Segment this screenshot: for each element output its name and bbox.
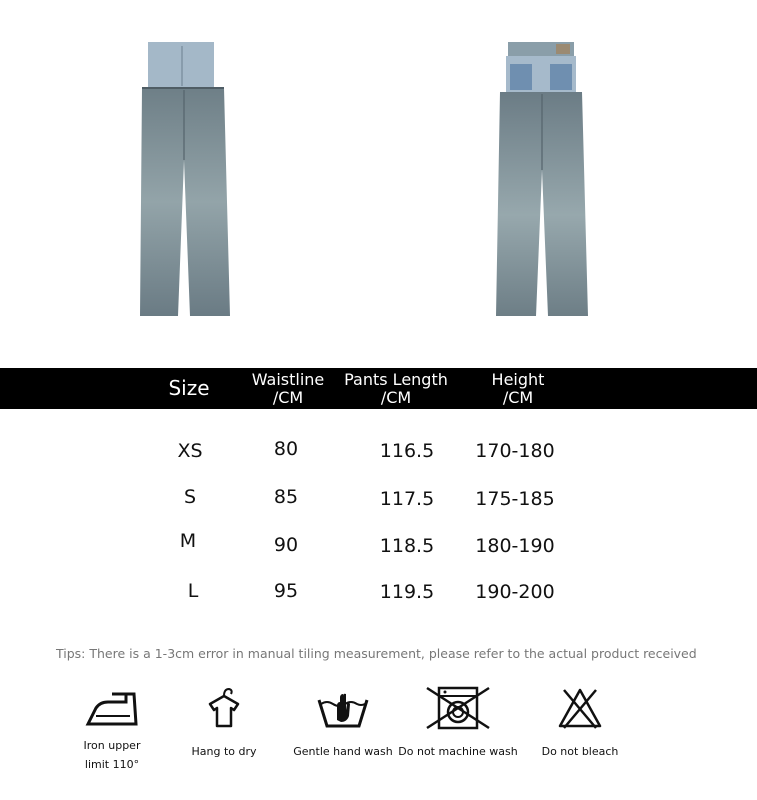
waist-cell: 95 [273,580,299,602]
header-waistline: Waistline /CM [251,370,325,407]
hand-wash-icon [313,686,373,730]
no-machine-wash-icon [425,686,491,730]
height-cell: 175-185 [475,488,555,510]
length-cell: 117.5 [379,488,435,510]
care-no-machine-wash [398,686,518,761]
size-cell: L [187,580,199,602]
length-cell: 116.5 [379,440,435,462]
waist-cell: 85 [273,486,299,508]
table-row [0,486,757,516]
iron-icon [82,686,142,730]
care-no-bleach [540,686,620,761]
hand-wash-label: Gentle hand wash [293,745,393,758]
no-machine-wash-label: Do not machine wash [398,745,518,758]
table-row [0,440,757,470]
care-hang-dry [184,686,264,761]
size-cell: XS [177,440,203,462]
no-bleach-icon [556,686,604,730]
hang-dry-icon [202,686,246,730]
care-hand-wash [292,686,394,761]
jeans-front-image [138,40,233,320]
height-cell: 190-200 [475,581,555,603]
waist-cell: 80 [273,438,299,460]
header-pants-length: Pants Length /CM [344,370,448,407]
no-bleach-label: Do not bleach [541,745,619,758]
length-cell: 118.5 [379,535,435,557]
hang-dry-label: Hang to dry [191,745,257,758]
size-cell: S [183,486,197,508]
height-cell: 180-190 [475,535,555,557]
header-size: Size [168,376,210,400]
table-row [0,580,757,610]
header-height: Height /CM [491,370,545,407]
table-row [0,530,757,560]
jeans-back-image [492,40,590,320]
length-cell: 119.5 [379,581,435,603]
waist-cell: 90 [273,534,299,556]
measurement-tips: Tips: There is a 1-3cm error in manual tiling measurement, please refer to the actual product received [56,646,697,661]
size-cell: M [179,530,197,552]
iron-label-line1: Iron upper [83,739,141,752]
care-iron [72,686,152,774]
iron-label-line2: limit 110° [84,758,140,771]
height-cell: 170-180 [475,440,555,462]
size-table-header [0,368,757,409]
